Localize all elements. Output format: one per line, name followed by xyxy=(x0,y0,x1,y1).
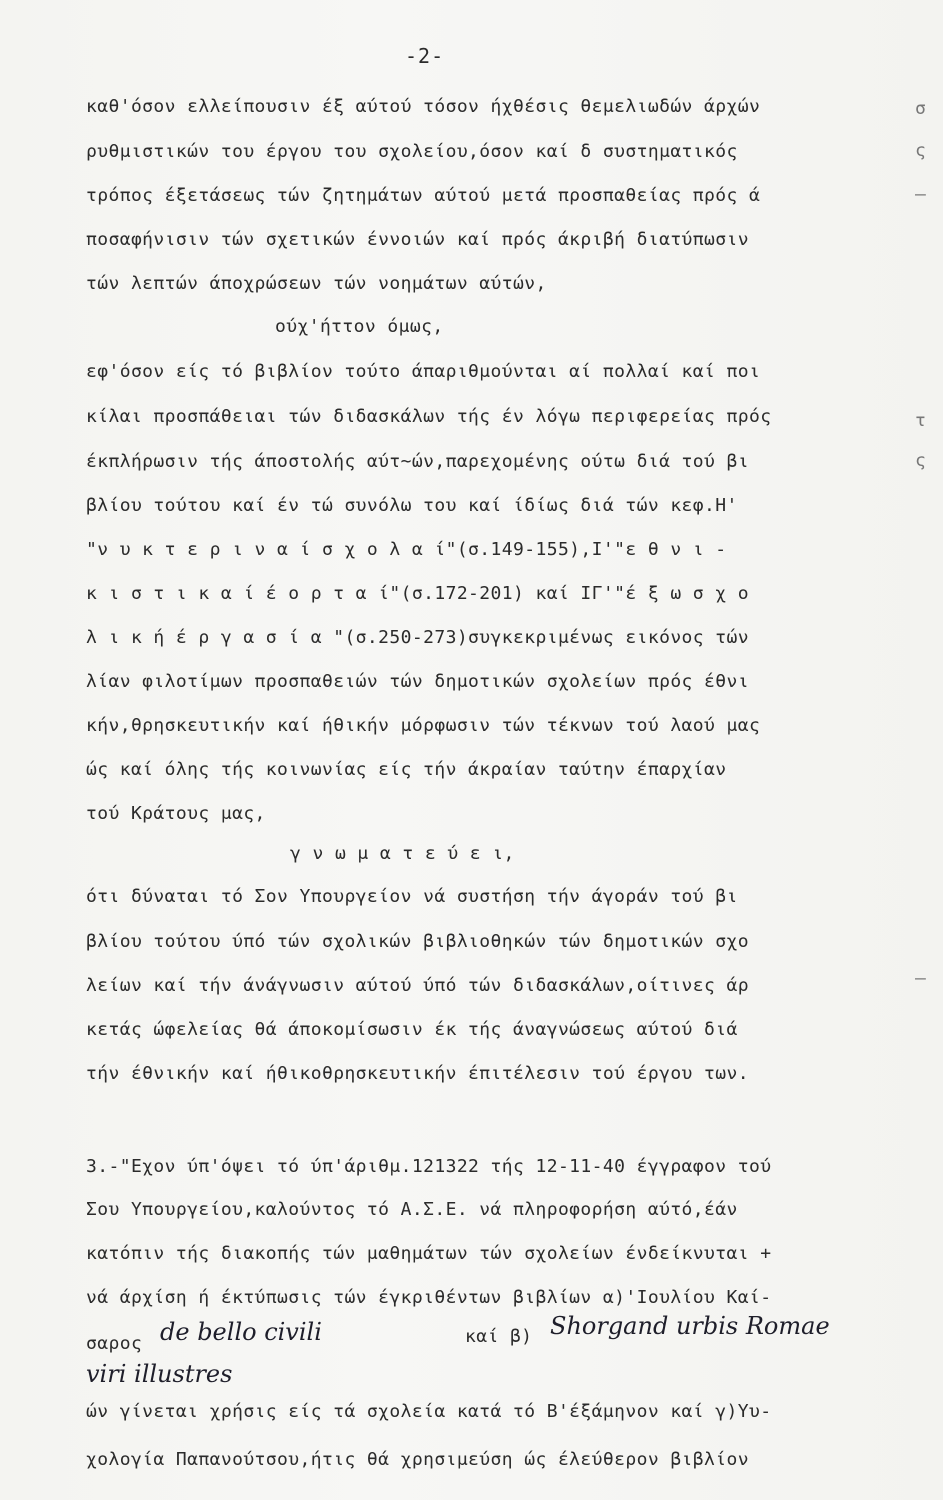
text-line: ότι δύναται τό Σον Υπουργείον νά συστήση τήν άγοράν τού βι xyxy=(86,886,738,907)
text-line: τών λεπτών άποχρώσεων τών νοημάτων αύτών, xyxy=(86,273,547,294)
text-line: Σου Υπουργείου,καλούντος τό Α.Σ.Ε. νά πληροφορήση αύτό,έάν xyxy=(86,1199,738,1220)
text-line: ώς καί όλης τής κοινωνίας είς τήν άκραίαν ταύτην έπαρχίαν xyxy=(86,759,727,780)
text-line: κατόπιν τής διακοπής τών μαθημάτων τών σχολείων ένδείκνυται + xyxy=(86,1243,772,1264)
text-line: ρυθμιστικών του έργου του σχολείου,όσον καί δ συστηματικός xyxy=(86,141,738,162)
text-line: 3.-"Εχον ύπ'όψει τό ύπ'άριθμ.121322 τής 12-11-40 έγγραφον τού xyxy=(86,1156,772,1177)
text-line: "ν υ κ τ ε ρ ι ν α ί σ χ ο λ α ί"(σ.149-155),Ι'"ε θ ν ι - xyxy=(86,539,727,560)
margin-mark: – xyxy=(915,184,926,205)
margin-mark: – xyxy=(915,968,926,989)
text-line: κίλαι προσπάθειαι τών διδασκάλων τής έν λόγω περιφερείας πρός xyxy=(86,406,772,427)
text-line: καθ'όσον ελλείπουσιν έξ αύτού τόσον ήχθέσις θεμελιωδών άρχών xyxy=(86,96,761,117)
text-line: χολογία Παπανούτσου,ήτις θά χρησιμεύση ώς έλεύθερον βιβλίον xyxy=(86,1449,749,1470)
margin-mark: τ xyxy=(915,410,926,431)
text-line: λείων καί τήν άνάγνωσιν αύτού ύπό τών διδασκάλων,οίτινες άρ xyxy=(86,975,749,996)
handwritten-note: de bello civili xyxy=(160,1318,322,1346)
text-line: λ ι κ ή έ ρ γ α σ ί α "(σ.250-273)συγκεκριμένως εικόνος τών xyxy=(86,627,749,648)
text-line: τρόπος έξετάσεως τών ζητημάτων αύτού μετά προσπαθείας πρός ά xyxy=(86,185,761,206)
margin-mark: ς xyxy=(915,450,926,471)
handwritten-note: Shorgand urbis Romae xyxy=(550,1312,830,1340)
page-number: -2- xyxy=(405,44,445,68)
text-line: νά άρχίση ή έκτύπωσις τών έγκριθέντων βιβλίων α)'Ιουλίου Καί- xyxy=(86,1287,772,1308)
text-line: τήν έθνικήν καί ήθικοθρησκευτικήν έπιτέλεσιν τού έργου των. xyxy=(86,1063,749,1084)
text-line: ποσαφήνισιν τών σχετικών έννοιών καί πρός άκριβή διατύπωσιν xyxy=(86,229,749,250)
margin-mark: σ xyxy=(915,98,926,119)
text-line: ών γίνεται χρήσις είς τά σχολεία κατά τό Β'έξάμηνον καί γ)Υυ- xyxy=(86,1401,772,1422)
text-line: λίαν φιλοτίμων προσπαθειών τών δημοτικών σχολείων πρός έθνι xyxy=(86,671,749,692)
handwritten-note: viri illustres xyxy=(86,1360,233,1388)
text-line: βλίου τούτου ύπό τών σχολικών βιβλιοθηκών τών δημοτικών σχο xyxy=(86,931,749,952)
text-line: γ ν ω μ α τ ε ύ ε ι, xyxy=(290,843,515,864)
text-line: ούχ'ήττον όμως, xyxy=(275,316,444,337)
text-line: καί β) xyxy=(465,1326,533,1347)
text-line: έκπλήρωσιν τής άποστολής αύτ~ών,παρεχομένης ούτω διά τού βι xyxy=(86,451,749,472)
text-line: βλίου τούτου καί έν τώ συνόλω του καί ίδίως διά τών κεφ.Η' xyxy=(86,495,738,516)
text-line: κ ι σ τ ι κ α ί έ ο ρ τ α ί"(σ.172-201) καί ΙΓ'"έ ξ ω σ χ ο xyxy=(86,583,749,604)
margin-mark: ς xyxy=(915,140,926,161)
text-line: κήν,θρησκευτικήν καί ήθικήν μόρφωσιν τών τέκνων τού λαού μας xyxy=(86,715,761,736)
text-line: σαρος xyxy=(86,1333,143,1354)
text-line: εφ'όσον είς τό βιβλίον τούτο άπαριθμούνται αί πολλαί καί ποι xyxy=(86,361,761,382)
text-line: τού Κράτους μας, xyxy=(86,803,266,824)
text-line: κετάς ώφελείας θά άποκομίσωσιν έκ τής άναγνώσεως αύτού διά xyxy=(86,1019,738,1040)
